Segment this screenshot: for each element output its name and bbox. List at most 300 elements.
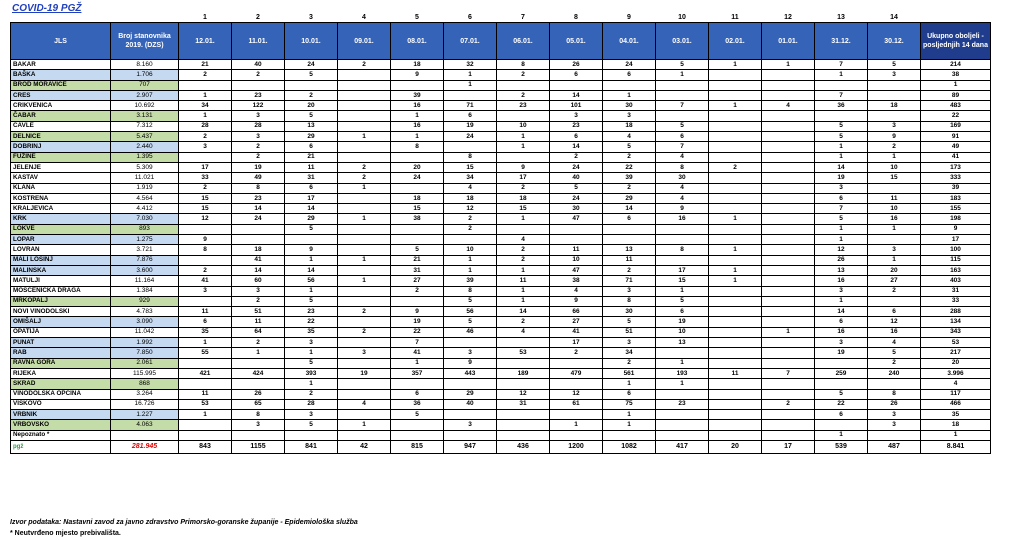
daily-total: 841 [285,440,338,453]
daily-cases: 443 [444,368,497,378]
daily-total: 539 [815,440,868,453]
daily-cases: 1 [497,132,550,142]
daily-cases: 2 [232,338,285,348]
daily-cases: 23 [232,193,285,203]
header-date: 30.12. [868,23,921,60]
table-row [11,245,991,255]
daily-cases: 14 [603,204,656,214]
daily-cases [762,420,815,430]
daily-cases: 47 [550,214,603,224]
daily-total: 487 [868,440,921,453]
total-cases: 343 [921,327,991,337]
table-row [11,410,991,420]
header-date: 09.01. [338,23,391,60]
daily-cases [709,235,762,245]
municipality-name: MATULJI [11,276,111,286]
daily-cases [338,296,391,306]
daily-cases: 17 [285,193,338,203]
daily-cases: 10 [656,327,709,337]
daily-cases [497,379,550,389]
municipality-name: KASTAV [11,173,111,183]
daily-cases [232,358,285,368]
daily-cases: 1 [285,255,338,265]
total-cases: 169 [921,121,991,131]
daily-cases [338,245,391,255]
daily-cases: 49 [232,173,285,183]
daily-cases: 1 [232,348,285,358]
daily-cases [709,204,762,214]
daily-cases: 3 [868,121,921,131]
total-cases: 483 [921,101,991,111]
daily-cases [762,255,815,265]
daily-cases [285,235,338,245]
daily-cases: 2 [550,348,603,358]
daily-cases: 5 [285,111,338,121]
daily-cases: 40 [550,173,603,183]
daily-total: 17 [762,440,815,453]
daily-cases: 1 [391,111,444,121]
daily-cases: 24 [391,173,444,183]
pgz-logo: pgž [11,440,111,453]
daily-cases [391,235,444,245]
daily-cases: 24 [444,132,497,142]
municipality-name: MOŠĆENIČKA DRAGA [11,286,111,296]
daily-cases [709,348,762,358]
daily-cases: 4 [868,338,921,348]
daily-cases: 11 [497,276,550,286]
daily-cases: 2 [338,327,391,337]
daily-cases: 3 [868,245,921,255]
total-cases: 53 [921,338,991,348]
daily-cases [709,358,762,368]
daily-cases: 19 [232,162,285,172]
daily-cases: 3 [232,132,285,142]
daily-cases [762,379,815,389]
daily-cases: 6 [815,193,868,203]
daily-cases [603,224,656,234]
daily-cases [762,338,815,348]
daily-cases: 4 [497,235,550,245]
column-number: 5 [415,13,419,21]
column-number: 2 [256,13,260,21]
daily-cases: 1 [444,265,497,275]
total-cases: 9 [921,224,991,234]
daily-cases [232,379,285,389]
daily-cases: 46 [444,327,497,337]
daily-cases: 3 [868,70,921,80]
daily-cases [285,80,338,90]
population-value: 11.042 [111,327,179,337]
daily-cases: 1 [444,80,497,90]
daily-cases: 6 [444,111,497,121]
daily-cases: 18 [232,245,285,255]
daily-cases: 5 [444,317,497,327]
daily-cases: 14 [550,90,603,100]
daily-cases [709,410,762,420]
daily-cases [338,338,391,348]
daily-cases [179,296,232,306]
daily-cases: 3 [285,338,338,348]
blank-cell [11,13,111,23]
population-value: 4.412 [111,204,179,214]
municipality-name: RAB [11,348,111,358]
daily-cases: 2 [338,173,391,183]
daily-cases: 8 [232,410,285,420]
municipality-name: VRBNIK [11,410,111,420]
daily-cases [444,379,497,389]
daily-cases: 26 [550,60,603,70]
daily-cases: 9 [444,358,497,368]
daily-cases: 33 [179,173,232,183]
daily-cases: 1 [709,214,762,224]
daily-cases [762,142,815,152]
municipality-name: BAKAR [11,60,111,70]
daily-cases: 1 [709,60,762,70]
daily-cases: 2 [338,60,391,70]
population-value: 3.600 [111,265,179,275]
daily-cases: 1 [497,265,550,275]
daily-cases: 3 [285,410,338,420]
total-cases: 117 [921,389,991,399]
table-row [11,90,991,100]
daily-cases: 3 [603,111,656,121]
header-date: 31.12. [815,23,868,60]
daily-cases: 1 [179,410,232,420]
table-row [11,296,991,306]
daily-cases [179,358,232,368]
daily-cases [762,121,815,131]
table-row [11,121,991,131]
daily-cases: 11 [285,162,338,172]
daily-cases: 2 [762,399,815,409]
daily-cases: 14 [285,204,338,214]
table-row [11,183,991,193]
daily-cases [656,90,709,100]
daily-cases: 21 [179,60,232,70]
population-value: 11.164 [111,276,179,286]
total-cases: 91 [921,132,991,142]
daily-cases [709,317,762,327]
header-date: 03.01. [656,23,709,60]
daily-cases [444,142,497,152]
daily-cases: 26 [815,255,868,265]
daily-cases: 26 [868,399,921,409]
daily-cases: 19 [444,121,497,131]
daily-cases [444,90,497,100]
daily-cases [762,389,815,399]
table-row [11,265,991,275]
daily-cases: 4 [656,193,709,203]
municipality-name: SKRAD [11,379,111,389]
daily-cases: 2 [497,255,550,265]
daily-cases: 39 [391,90,444,100]
daily-cases [709,121,762,131]
table-row [11,420,991,430]
daily-cases [709,399,762,409]
table-row [11,399,991,409]
daily-cases [232,430,285,440]
daily-cases: 5 [656,60,709,70]
daily-cases: 18 [603,121,656,131]
daily-cases: 4 [497,327,550,337]
daily-cases: 2 [179,70,232,80]
daily-cases [391,152,444,162]
daily-cases: 1 [815,430,868,440]
header-date: 07.01. [444,23,497,60]
daily-cases: 1 [656,379,709,389]
daily-cases: 23 [656,399,709,409]
daily-cases [391,224,444,234]
daily-cases [656,430,709,440]
daily-cases: 6 [391,389,444,399]
daily-cases: 18 [391,193,444,203]
daily-cases: 15 [868,173,921,183]
daily-cases: 4 [550,286,603,296]
daily-cases [497,420,550,430]
daily-cases: 2 [232,296,285,306]
daily-cases [338,111,391,121]
daily-cases: 3 [232,286,285,296]
daily-cases [762,245,815,255]
daily-cases [762,358,815,368]
daily-cases: 8 [444,286,497,296]
daily-cases: 6 [815,317,868,327]
daily-cases [550,379,603,389]
daily-cases: 1 [338,183,391,193]
header-date: 06.01. [497,23,550,60]
daily-cases: 16 [815,276,868,286]
daily-cases: 1 [338,420,391,430]
daily-cases [656,420,709,430]
daily-cases: 3 [179,142,232,152]
daily-cases: 6 [815,410,868,420]
daily-cases: 11 [179,389,232,399]
population-value: 1.992 [111,338,179,348]
municipality-name: CRIKVENICA [11,101,111,111]
daily-cases: 1 [285,286,338,296]
municipality-name: VINODOLSKA OPĆINA [11,389,111,399]
daily-cases: 35 [179,327,232,337]
daily-cases: 3 [444,348,497,358]
daily-cases: 9 [285,245,338,255]
daily-cases [391,430,444,440]
daily-cases: 16 [815,327,868,337]
daily-total: 42 [338,440,391,453]
daily-cases [550,80,603,90]
population-value [111,430,179,440]
header-date: 05.01. [550,23,603,60]
daily-cases [762,265,815,275]
daily-cases: 2 [868,358,921,368]
daily-cases: 34 [603,348,656,358]
daily-cases: 8 [868,389,921,399]
daily-cases: 5 [285,70,338,80]
daily-cases [338,317,391,327]
daily-cases: 31 [285,173,338,183]
daily-cases [762,152,815,162]
population-value: 1.384 [111,286,179,296]
daily-cases: 7 [815,204,868,214]
daily-cases: 40 [444,399,497,409]
daily-cases: 14 [285,265,338,275]
municipality-name: VRBOVSKO [11,420,111,430]
daily-cases: 23 [550,121,603,131]
daily-cases: 14 [815,307,868,317]
daily-cases: 3 [603,338,656,348]
footnote: * Neutvrđeno mjesto prebivališta. [10,530,121,537]
daily-total: 417 [656,440,709,453]
municipality-name: KOSTRENA [11,193,111,203]
total-cases: 217 [921,348,991,358]
daily-cases: 12 [444,204,497,214]
population-value: 1.395 [111,152,179,162]
daily-cases: 7 [762,368,815,378]
daily-cases [338,101,391,111]
daily-cases [391,296,444,306]
daily-cases: 5 [603,317,656,327]
daily-total: 1200 [550,440,603,453]
daily-cases: 15 [497,204,550,214]
column-number: 14 [890,13,898,21]
header-jls: JLS [11,23,111,60]
daily-cases: 75 [603,399,656,409]
daily-cases: 14 [815,162,868,172]
daily-cases: 1 [338,214,391,224]
daily-cases [868,183,921,193]
daily-cases: 18 [497,193,550,203]
daily-cases [179,80,232,90]
table-row [11,276,991,286]
daily-cases: 22 [815,399,868,409]
daily-cases [656,80,709,90]
daily-cases: 35 [285,327,338,337]
total-cases: 134 [921,317,991,327]
daily-cases: 357 [391,368,444,378]
daily-cases: 28 [285,399,338,409]
daily-cases [338,70,391,80]
daily-cases: 5 [285,224,338,234]
table-row [11,132,991,142]
daily-cases: 12 [868,317,921,327]
table-row [11,368,991,378]
daily-cases [338,410,391,420]
daily-cases: 9 [656,204,709,214]
daily-cases [709,430,762,440]
daily-cases: 21 [391,255,444,265]
population-value: 16.726 [111,399,179,409]
daily-cases: 2 [391,286,444,296]
table-row [11,204,991,214]
daily-cases [444,235,497,245]
population-value: 3.264 [111,389,179,399]
daily-cases: 39 [444,276,497,286]
daily-cases [550,235,603,245]
daily-cases: 2 [232,70,285,80]
daily-cases: 53 [179,399,232,409]
daily-cases: 9 [179,235,232,245]
daily-cases: 9 [391,307,444,317]
daily-cases: 17 [656,265,709,275]
municipality-name: OPATIJA [11,327,111,337]
daily-cases: 2 [603,183,656,193]
total-cases: 1 [921,430,991,440]
daily-cases: 29 [285,214,338,224]
total-cases: 115 [921,255,991,265]
daily-cases: 17 [179,162,232,172]
column-number-row [11,13,991,23]
daily-cases: 10 [868,204,921,214]
daily-cases: 31 [497,399,550,409]
daily-cases [709,173,762,183]
daily-cases [709,80,762,90]
header-date: 02.01. [709,23,762,60]
daily-cases [497,111,550,121]
daily-cases [232,224,285,234]
daily-cases: 2 [497,183,550,193]
daily-cases [497,80,550,90]
column-number: 1 [203,13,207,21]
daily-cases [179,152,232,162]
table-row [11,173,991,183]
daily-cases [338,286,391,296]
municipality-name: BAŠKA [11,70,111,80]
total-cases: 20 [921,358,991,368]
daily-total: 1082 [603,440,656,453]
daily-cases: 3 [815,338,868,348]
daily-cases: 6 [656,132,709,142]
daily-cases [709,193,762,203]
daily-cases: 8 [444,152,497,162]
daily-cases: 1 [868,152,921,162]
daily-cases [709,132,762,142]
daily-cases: 16 [656,214,709,224]
daily-cases: 20 [285,101,338,111]
daily-cases [868,90,921,100]
daily-cases: 1 [709,101,762,111]
daily-cases [338,430,391,440]
daily-cases: 1 [656,70,709,80]
daily-cases: 2 [868,142,921,152]
daily-cases [391,183,444,193]
daily-cases: 19 [391,317,444,327]
daily-cases: 1 [444,255,497,265]
daily-cases: 34 [444,173,497,183]
daily-cases [656,235,709,245]
daily-cases: 22 [603,162,656,172]
population-value: 11.021 [111,173,179,183]
population-value: 1.706 [111,70,179,80]
column-number: 8 [574,13,578,21]
header-row [11,23,991,60]
daily-cases: 1 [815,296,868,306]
daily-cases: 1 [391,132,444,142]
municipality-name: MALINSKA [11,265,111,275]
daily-cases: 1 [179,90,232,100]
daily-cases: 1 [391,358,444,368]
daily-cases: 1 [550,420,603,430]
daily-cases: 22 [391,327,444,337]
table-row [11,255,991,265]
daily-cases: 2 [285,389,338,399]
column-number: 11 [731,13,739,21]
daily-cases: 30 [603,307,656,317]
daily-cases [338,358,391,368]
daily-cases [497,410,550,420]
daily-cases: 259 [815,368,868,378]
daily-cases: 28 [232,121,285,131]
population-value: 2.061 [111,358,179,368]
daily-cases: 10 [444,245,497,255]
